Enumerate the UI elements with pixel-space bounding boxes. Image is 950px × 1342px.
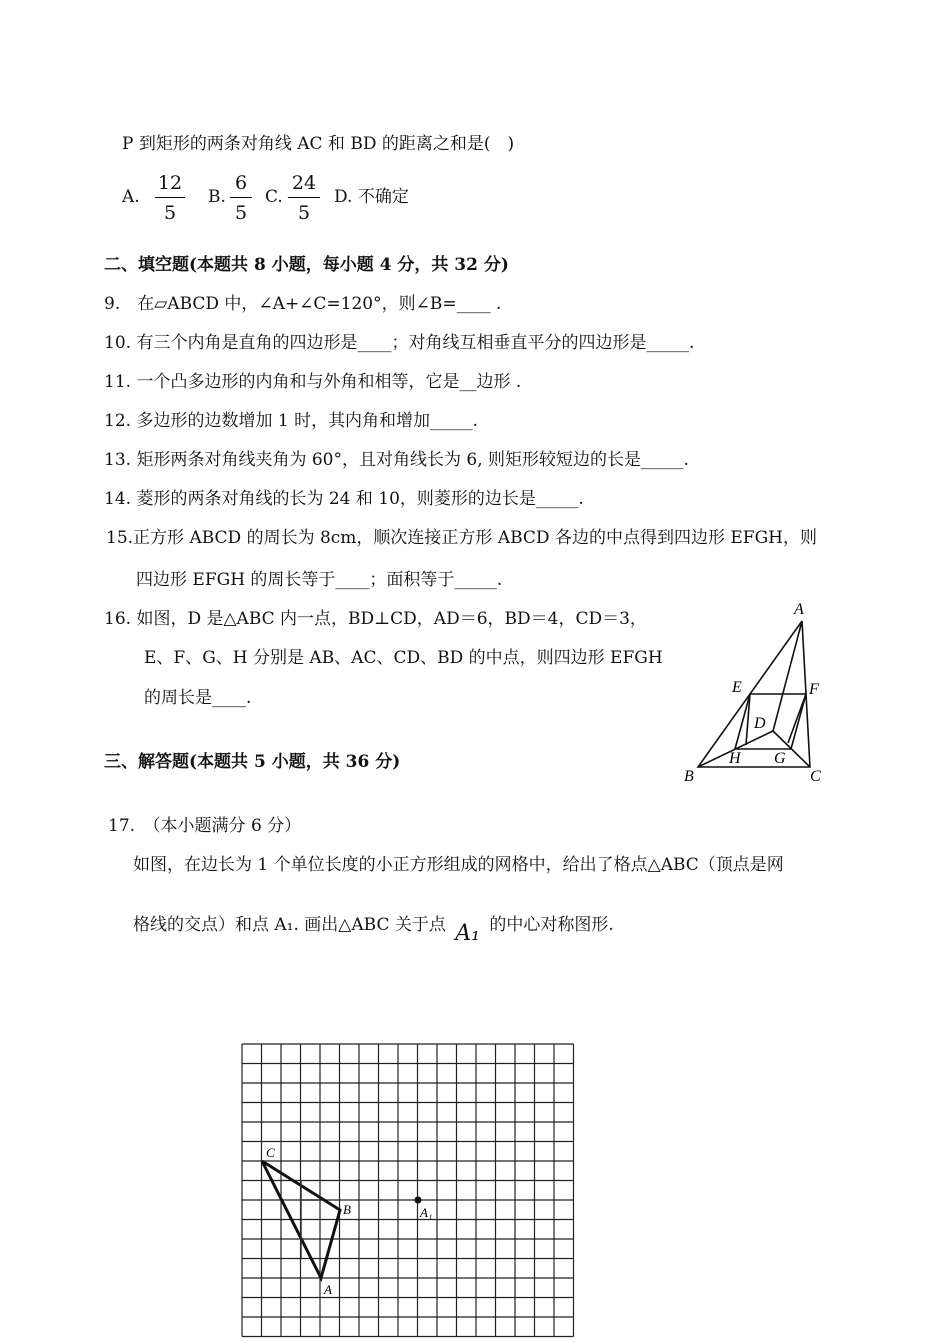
section2-heading: 二、填空题(本题共 8 小题，每小题 4 分，共 32 分) [104,255,509,275]
question-14: 14. 菱形的两条对角线的长为 24 和 10，则菱形的边长是_____. [104,489,584,509]
option-c-numerator: 24 [288,172,320,198]
option-d-label: D. [334,187,353,207]
label-h: H [729,750,741,767]
section3-heading: 三、解答题(本题共 5 小题，共 36 分) [104,752,401,772]
question-17-line2-end: 的中心对称图形. [489,915,614,935]
question-13: 13. 矩形两条对角线夹角为 60°，且对角线长为 6, 则矩形较短边的长是_____. [104,450,689,470]
option-c-denominator: 5 [297,202,311,224]
question-10: 10. 有三个内角是直角的四边形是____；对角线互相垂直平分的四边形是_____. [104,333,695,353]
option-a-denominator: 5 [163,202,177,224]
option-a-label: A. [122,187,140,207]
option-b-numerator: 6 [230,172,252,198]
question-17-line2-text: 格线的交点）和点 A₁. 画出△ABC 关于点 [133,915,446,935]
option-d [334,185,409,209]
triangle-figure-q16 [670,595,850,790]
question-17-line1: 如图，在边长为 1 个单位长度的小正方形组成的网格中，给出了格点△ABC（顶点是网 [133,855,784,875]
question-12: 12. 多边形的边数增加 1 时，其内角和增加_____. [104,411,478,431]
grid-lines [242,1044,574,1337]
grid-label-c: C [266,1145,275,1160]
grid-figure [236,1040,581,1342]
question-16-line2: E、F、G、H 分别是 AB、AC、CD、BD 的中点，则四边形 EFGH [144,648,663,668]
label-f: F [809,681,819,698]
label-e: E [732,679,742,696]
grid-label-b: B [343,1202,351,1217]
question-16-line3: 的周长是____. [144,688,252,708]
grid-label-a1: A₁ [420,1205,433,1220]
question-17-title: 17. （本小题满分 6 分） [108,816,302,836]
option-a-numerator: 12 [155,172,185,198]
grid-label-a: A [324,1282,332,1297]
label-b: B [684,768,694,785]
question-15-line1: 15.正方形 ABCD 的周长为 8cm，顺次连接正方形 ABCD 各边的中点得到四边形 EFGH，则 [106,528,817,548]
option-b-fraction [230,172,252,224]
label-a: A [794,601,804,618]
question-17-line2 [133,912,614,946]
question-9: 9. 在▱ABCD 中，∠A+∠C=120°，则∠B=____ . [104,294,502,314]
question-15-line2: 四边形 EFGH 的周长等于____；面积等于_____. [136,570,503,590]
q8-stem: P 到矩形的两条对角线 AC 和 BD 的距离之和是( ) [122,134,515,154]
point-a1 [415,1197,422,1204]
segment-f-inner [788,694,806,743]
label-c: C [810,768,821,785]
option-d-text: 不确定 [357,187,409,207]
label-g: G [774,750,786,767]
option-c-fraction [288,172,320,224]
option-b-denominator: 5 [234,202,248,224]
label-d: D [754,715,766,732]
question-11: 11. 一个凸多边形的内角和与外角和相等，它是__边形 . [104,372,522,392]
option-c-label: C. [265,187,283,207]
point-a1-symbol: A₁ [455,921,480,946]
option-b-label: B. [208,187,226,207]
question-16-line1: 16. 如图，D 是△ABC 内一点，BD⊥CD，AD＝6，BD＝4，CD＝3， [104,609,647,629]
option-a-fraction [155,172,185,224]
